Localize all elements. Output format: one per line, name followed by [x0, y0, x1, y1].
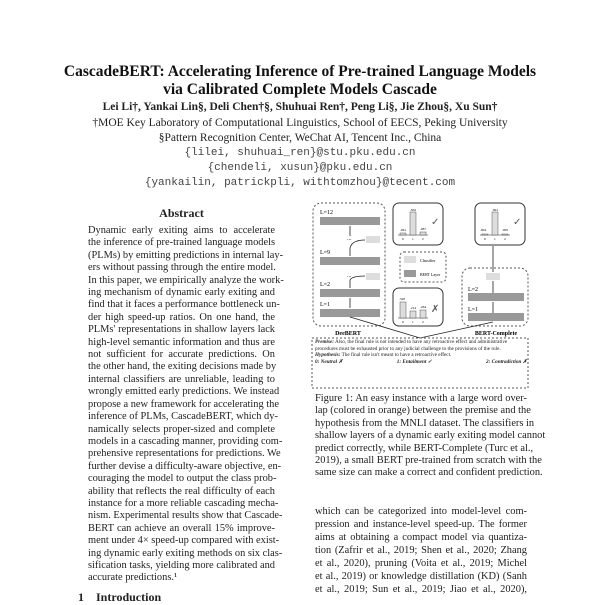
complete-output	[475, 203, 525, 245]
deebert-box	[313, 203, 385, 326]
legend	[400, 252, 446, 282]
text-line: further devise a difficulty-aware objective, en-	[88, 460, 282, 472]
check-icon: ✓	[513, 217, 522, 228]
svg-text:.004: .004	[480, 228, 487, 232]
classifier-output-l9	[393, 203, 443, 245]
affiliation: †MOE Key Laboratory of Computational Linguistics, School of EECS, Peking University	[92, 117, 508, 129]
classifier	[366, 236, 380, 243]
svg-text:0: 0	[402, 237, 404, 241]
svg-text:1: 1	[494, 237, 496, 241]
label-neutral: 0: Neutral ✗	[315, 359, 343, 366]
premise-text: Also, the final rule is not intended to have any retroactive effect and administrative procedures must be exhausted prior to any judicial challenge to the provisions of the rule.	[315, 339, 508, 352]
layer-label: L=2	[320, 282, 331, 288]
text-line: propose a new framework for accelerating the	[88, 398, 279, 410]
text-line: high-level semantic information and thus are	[88, 336, 275, 348]
section-number: 1	[78, 590, 84, 604]
email: {yankailin, patrickpli, withtomzhou}@tecent.com	[144, 177, 456, 189]
svg-text:.061: .061	[400, 228, 407, 232]
text-line: namically selects proper-sized and complete	[88, 423, 275, 435]
text-line: wrongly emitted early predictions. We instead	[88, 386, 280, 398]
text-line: couraging the model to output the class prob-	[88, 473, 277, 485]
text-line: shallow layers of a dynamic early exiting model cannot	[315, 430, 546, 442]
text-line: which can be categorized into model-level com-	[315, 506, 527, 517]
svg-text:2: 2	[422, 237, 424, 241]
text-line: BERT can achieve an overall 15% improve-	[88, 522, 275, 534]
hypothesis-label: Hypothesis:	[315, 352, 341, 359]
layer-label: L=1	[320, 302, 331, 308]
section-heading	[78, 590, 161, 605]
svg-text:.087: .087	[420, 227, 427, 231]
svg-text:.832: .832	[410, 208, 417, 212]
layer-label: L=2	[468, 287, 479, 293]
text-line: prehensive representations for predictions. We	[88, 448, 281, 460]
figure-1	[310, 200, 530, 390]
mnli-example	[312, 338, 528, 388]
text-line: 2019), a small BERT pre-trained from scratch with the	[315, 455, 542, 467]
text-line: the other hand, the exiting decisions made by	[88, 361, 277, 373]
deebert-label: DeeBERT	[335, 331, 361, 337]
layer-label: L=1	[468, 307, 479, 313]
text-line: Dynamic early exiting aims to accelerate	[88, 225, 275, 236]
authors: Lei Li†, Yankai Lin§, Deli Chen†§, Shuhuai Ren†, Peng Li§, Jie Zhou§, Xu Sun†	[102, 101, 498, 113]
premise-label: Premise:	[315, 339, 335, 345]
title-line: CascadeBERT: Accelerating Inference of Pre-trained Language Models	[63, 63, 537, 80]
text-line: ability that reflects the real difficulty of each	[88, 485, 275, 497]
text-line: In this paper, we empirically analyze the work-	[88, 274, 284, 286]
text-line: ment under 4× speed-up compared with exist-	[88, 535, 280, 547]
ellipsis: ...	[347, 236, 352, 242]
text-line: ing mechanism of dynamic early exiting and	[88, 287, 275, 299]
paper-title	[0, 63, 600, 99]
svg-text:.214: .214	[410, 306, 417, 310]
bert-layer	[468, 313, 524, 321]
text-line: the inference of pre-trained language models	[88, 237, 275, 249]
bert-layer	[320, 309, 380, 317]
text-line: sification tasks, yielding more calibrated and	[88, 559, 275, 571]
classifier-output-l2	[393, 288, 443, 326]
bert-layer	[320, 257, 380, 265]
layer-label: L=12	[320, 210, 334, 216]
text-line: same size can make a correct and confident prediction.	[315, 467, 543, 479]
text-line: ing dynamic early exiting methods on six clas-	[88, 547, 283, 559]
text-line: accurate predictions.¹	[88, 572, 178, 584]
cross-icon: ✗	[431, 304, 440, 315]
check-icon: ✓	[431, 217, 440, 228]
svg-text:1: 1	[412, 320, 414, 324]
text-line: der high speed-up ratios. On one hand, the	[88, 311, 275, 323]
body-text	[315, 505, 527, 596]
svg-text:.520: .520	[399, 297, 406, 301]
email: {lilei, shuhuai_ren}@stu.pku.edu.cn	[184, 147, 416, 159]
svg-text:0: 0	[484, 237, 486, 241]
svg-text:0: 0	[402, 320, 404, 324]
text-line: et al., 2020), pruning (Voita et al., 2019; Michel	[315, 558, 527, 569]
text-line: internal classifiers are unreliable, leading to	[88, 373, 275, 385]
text-line: models in a cascading manner, providing com-	[88, 435, 283, 447]
bert-layer	[468, 293, 524, 301]
abstract-heading: Abstract	[159, 206, 204, 220]
text-line: et al., 2019) or knowledge distillation (KD) (Sanh	[315, 571, 527, 582]
text-line: predict correctly, while BERT-Complete (Turc et al.,	[315, 442, 534, 454]
layer-label: L=9	[320, 250, 331, 256]
title-line: via Calibrated Complete Models Cascade	[163, 81, 437, 98]
section-title: Introduction	[96, 590, 162, 604]
email: {chendeli, xusun}@pku.edu.cn	[207, 162, 393, 174]
classifier	[486, 273, 500, 280]
label-contradiction: 2: Contradiction ✗	[486, 359, 527, 366]
text-line: PLMs' representations in shallow layers lack	[88, 324, 275, 336]
figure-caption	[315, 393, 546, 480]
svg-text:2: 2	[504, 237, 506, 241]
ellipsis: ...	[347, 273, 352, 279]
bert-layer	[320, 217, 380, 225]
text-line: not sufficient for accurate predictions. On	[88, 349, 275, 361]
hypothesis-text: The final rule isn't meant to have a retroactive effect.	[341, 352, 452, 359]
bert-complete-box	[462, 246, 528, 326]
text-line: lap (colored in orange) between the premise and the	[315, 405, 531, 417]
classifier	[366, 273, 380, 280]
bert-complete-label: BERT-Complete	[474, 331, 518, 337]
svg-text:.264: .264	[420, 305, 427, 309]
abstract-body	[88, 225, 284, 585]
svg-text:1: 1	[412, 237, 414, 241]
text-line: instance for a more reliable cascading mecha-	[88, 497, 279, 509]
label-entailment: 1: Entailment ✓	[396, 359, 432, 366]
affiliation: §Pattern Recognition Center, WeChat AI, Tencent Inc., China	[158, 132, 442, 144]
text-line: find that it faces a performance bottleneck un-	[88, 299, 280, 311]
svg-text:.005: .005	[502, 228, 509, 232]
bert-layer	[320, 289, 380, 297]
text-line: hypothesis from the MNLI dataset. The classifiers in	[315, 417, 535, 429]
text-line: et al., 2019; Sun et al., 2019; Jiao et al., 2020),	[315, 584, 527, 595]
text-line: nism. Experimental results show that Cascade-	[88, 510, 283, 522]
text-line: inference of PLMs, CascadeBERT, which dy-	[88, 411, 278, 423]
text-line: Figure 1: An easy instance with a large word over-	[315, 393, 527, 404]
text-line: ers without passing through the entire model.	[88, 262, 276, 274]
text-line: pression and instance-level speed-up. The former	[315, 519, 527, 530]
text-line: (PLMs) by emitting predictions in internal lay-	[88, 249, 284, 261]
svg-text:Classifier: Classifier	[420, 258, 436, 263]
svg-text:2: 2	[422, 320, 424, 324]
svg-text:BERT Layer: BERT Layer	[420, 272, 441, 277]
text-line: aims at obtaining a compact model via quantiza-	[315, 532, 527, 543]
svg-text:.991: .991	[492, 208, 499, 212]
text-line: tion (Zafrir et al., 2019; Shen et al., 2020; Zhang	[315, 545, 527, 556]
